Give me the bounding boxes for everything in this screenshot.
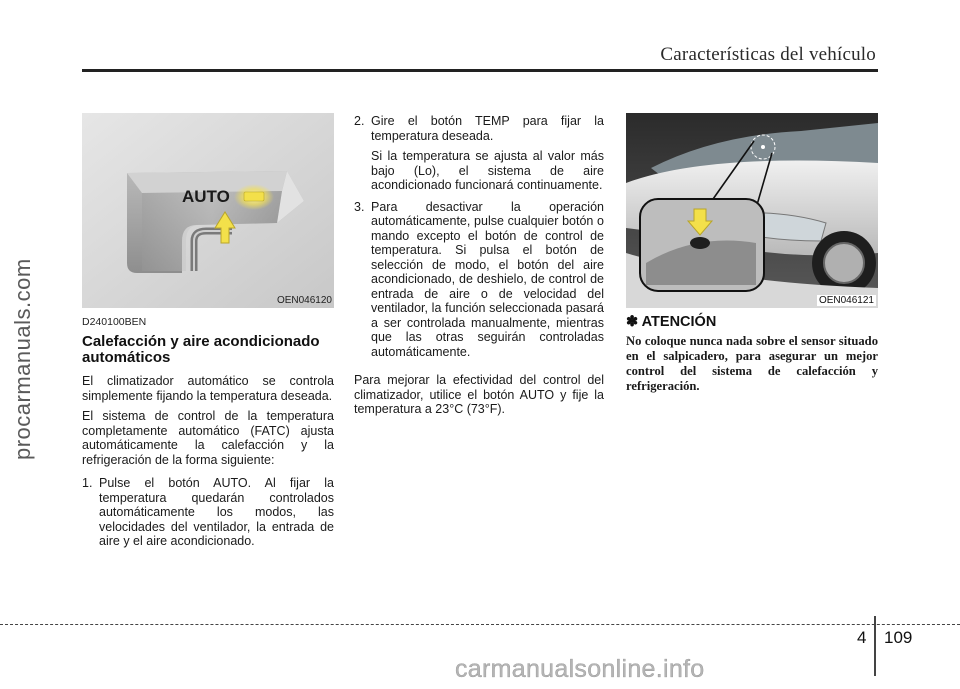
list-item	[354, 200, 604, 360]
list-item	[82, 476, 334, 549]
figure-code-right: OEN046121	[818, 295, 874, 306]
middle-column	[354, 114, 604, 417]
footer-rule	[0, 624, 960, 625]
steps-list-left	[82, 476, 334, 549]
figure-auto-button	[82, 113, 334, 308]
list-number: 3.	[354, 199, 365, 214]
auto-button-illustration	[82, 113, 334, 308]
section-code: D240100BEN	[82, 316, 147, 328]
list-text: Gire el botón TEMP para fijar la temperatura deseada.	[371, 114, 604, 143]
car-sensor-illustration	[626, 113, 878, 308]
attention-title	[626, 314, 878, 330]
page-number-separator	[874, 616, 876, 676]
chapter-number: 4	[857, 628, 867, 647]
list-number: 1.	[82, 476, 93, 490]
list-text: Pulse el botón AUTO. Al fijar la temperatura quedarán controlados automáticamente los modos, las velocidades del ventilador, la entrada de aire y el aire acondicionado.	[99, 476, 334, 548]
list-number: 2.	[354, 114, 365, 128]
footer-watermark: carmanualsonline.info	[455, 655, 705, 683]
list-item	[354, 114, 604, 193]
page-number: 109	[884, 628, 913, 647]
steps-list-middle	[354, 114, 604, 359]
paragraph-intro: El climatizador automático se controla simplemente fijando la temperatura deseada.	[82, 374, 334, 403]
paragraph-effectiveness: Para mejorar la efectividad del control del climatizador, utilice el botón AUTO y fije la temperatura a 23°C (73°F).	[354, 373, 604, 416]
section-heading: Calefacción y aire acondicionado automáticos	[82, 333, 320, 366]
list-note: Si la temperatura se ajusta al valor más bajo (Lo), el sistema de aire acondicionado funcionará continuamente.	[371, 149, 604, 192]
auto-label: AUTO	[182, 187, 230, 206]
list-text: Para desactivar la operación automáticamente, pulse cualquier botón o mando excepto el botón de control de temperatura. Si pulsa el botón de selección de modo, el botón del aire acondicionado, de deshielo, de control de entrada de aire o de velocidad del ventilador, la función seleccionada pasará a ser controlada manualmente, mientras que las otras seguirán controladas automáticamente.	[371, 199, 604, 359]
asterisk-icon: ✽	[626, 314, 639, 330]
header-title: Características del vehículo	[660, 44, 876, 65]
attention-title-text: ATENCIÓN	[641, 314, 717, 330]
right-column	[626, 314, 878, 394]
side-watermark: procarmanuals.com	[10, 258, 35, 460]
figure-sensor-location	[626, 113, 878, 308]
left-column	[82, 316, 334, 556]
figure-code-left: OEN046120	[276, 295, 332, 306]
paragraph-fatc: El sistema de control de la temperatura completamente automático (FATC) ajusta automáticamente la calefacción y la refrigeración de la forma siguiente:	[82, 409, 334, 467]
header-rule	[82, 69, 878, 72]
attention-body: No coloque nunca nada sobre el sensor situado en el salpicadero, para asegurar un mejor control del sistema de calefacción y refrigeración.	[626, 334, 878, 393]
